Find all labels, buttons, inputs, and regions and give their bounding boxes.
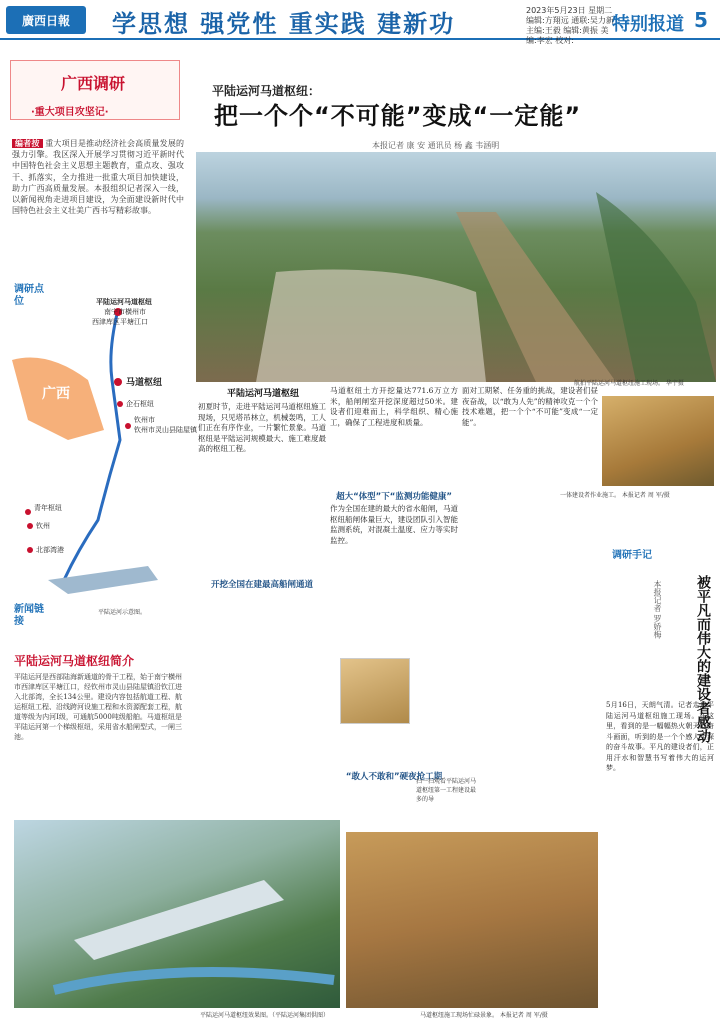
qishi-hub-point-icon <box>117 401 123 407</box>
article-column-2: 马道枢纽土方开挖量达771.6万立方米，船闸闸室开挖深度超过50米。建设者们迎难而上，科学组织、精心施工，确保了工程进度和质量。 <box>330 386 458 427</box>
crane-photo-caption: 一体建设者作业施工。 本报记者 周 军/摄 <box>560 492 670 499</box>
qr-code-image[interactable] <box>340 658 410 724</box>
note-title: 被平凡而伟大的建设者感动 <box>695 575 711 743</box>
rendering-caption: 平陆运河马道枢纽效果图。（平陆运河集团供图） <box>200 1012 330 1019</box>
section-heading-1: 开挖全国在建最高船闸通道 <box>210 580 313 590</box>
madao-hub-point-icon <box>114 378 122 386</box>
map-label-madao: 马道枢纽 <box>126 378 163 388</box>
section-heading-3: “敢人不敢和”硬夜抢工期 <box>345 772 443 782</box>
article-byline: 本报记者 康 安 通讯员 杨 鑫 韦涵明 <box>372 141 500 150</box>
map-label-hengzhou: 南宁市横州市 <box>104 308 146 316</box>
rendering-photo <box>14 820 340 1008</box>
map-label-qingnian: 青年枢纽 <box>34 504 62 512</box>
map-label-start: 平陆运河马道枢纽 <box>96 298 152 306</box>
guangxi-label: 广西 <box>42 386 70 402</box>
main-aerial-photo <box>196 152 716 382</box>
main-photo-caption: 航拍平陆运河马道枢纽施工现场。 华宇摄 <box>574 380 684 387</box>
page-header <box>0 0 720 45</box>
news-link-tag: 新闻链接 <box>14 604 44 627</box>
map-label-beibu: 北部湾港 <box>36 546 64 554</box>
qingnian-hub-point-icon <box>25 509 31 515</box>
map-label-qinzhou: 钦州 <box>36 522 50 530</box>
ship-icon <box>48 566 158 594</box>
page-number: 5 <box>694 8 708 32</box>
section-title: 特别报道 <box>612 14 684 35</box>
banner-subtitle: ·重大项目攻坚记· <box>31 107 109 118</box>
qinzhou-point-icon <box>27 523 33 529</box>
research-point-tag: 调研点位 <box>14 284 44 307</box>
article-column-4: 面对工期紧、任务重的挑战，建设者们昼夜奋战，以“敢为人先”的精神攻克一个个技术难题，把一个个“不可能”变成“一定能”。 <box>462 386 598 427</box>
beibu-port-point-icon <box>27 547 33 553</box>
canal-route-line <box>64 310 120 580</box>
article-column-3: 作为全国在建的最大的省水船闸，马道枢纽船闸体量巨大，建设团队引入智能监测系统，对混凝土温度、应力等实时监控。 <box>330 504 458 545</box>
note-label: 调研手记 <box>612 550 652 561</box>
map-label-luwu: 钦州市灵山县陆屋镇 <box>134 426 197 434</box>
map-label-xijin: 西津库区平塘江口 <box>92 318 148 326</box>
luwu-point-icon <box>125 423 131 429</box>
editor-note <box>12 138 184 216</box>
newspaper-logo: 廣西日報 <box>6 6 86 34</box>
summary-text: 平陆运河是西部陆海新通道的骨干工程，始于南宁横州市西津库区平塘江口，经钦州市灵山县陆屋镇沿钦江进入北部湾，全长134公里。建设内容包括航道工程、航运枢纽工程、沿线跨河设施工程和水资源配套工程，航道等级为内河Ⅰ级，可通航5000吨级船舶。马道枢纽是平陆运河第一个梯级枢纽，采用省水船闸型式，一闸三池。 <box>14 673 182 741</box>
article-column-1: 初夏时节，走进平陆运河马道枢纽施工现场，只见塔吊林立，机械轰鸣，工人们正在有序作业，一片繁忙景象。马道枢纽是平陆运河规模最大、施工难度最高的枢纽工程。 <box>198 402 326 453</box>
banner-title: 广西调研 <box>61 74 126 93</box>
summary-title: 平陆运河马道枢纽简介 <box>14 654 135 668</box>
map-label-qishi: 企石枢纽 <box>126 400 154 408</box>
map-label-qinzhou-lingshan: 钦州市 <box>134 416 155 424</box>
construction-photo <box>346 832 598 1008</box>
canal-map <box>8 290 197 630</box>
header-slogan: 学思想 强党性 重实践 建新功 <box>112 10 456 38</box>
editor-note-label: 编者按 <box>12 139 43 148</box>
section-heading-2: 超大“体型”下“监测功能健康” <box>336 492 452 502</box>
article-subtitle: 平陆运河马道枢纽： <box>212 84 321 98</box>
column-banner <box>10 60 180 120</box>
article-title: 把一个个“不可能”变成“一定能” <box>214 102 582 130</box>
map-caption: 平陆运河示意图。 <box>98 609 147 616</box>
editor-note-text: 重大项目是推动经济社会高质量发展的强力引擎。我区深入开展学习贯彻习近平新时代中国特色社会主义思想主题教育，重点攻、强攻干、抓落实，全力推进一批重大项目加快建设，助力广西高质量发展。本报组织记者深入一线，以新闻视角走进项目建设，为全面建设新时代中国特色社会主义壮美广西书写精彩故事。 <box>12 139 185 216</box>
col1-title: 平陆运河马道枢纽 <box>226 389 299 399</box>
qr-caption: 扫一扫观看平陆运河马道枢纽第一工程建设最多的导 <box>416 778 477 803</box>
note-byline: 本报记者 罗娇梅 <box>653 580 662 639</box>
note-body: 5月16日，天朗气清。记者走进平陆运河马道枢纽施工现场。在这里，看到的是一幅幅热火朝天的奋斗画面，听到的是一个个感人至深的奋斗故事。平凡的建设者们，正用汗水和智慧书写着伟大的运河梦。 <box>606 701 714 772</box>
construction-caption: 马道枢纽施工现场忙碌景象。 本报记者 周 军/摄 <box>420 1012 548 1019</box>
header-date: 2023年5月23日 星期二 编辑:方翔远 通联:吴力新 主编:王毅 编辑:黄振 美编:李宏 校对: <box>526 6 614 45</box>
crane-photo <box>602 396 714 486</box>
